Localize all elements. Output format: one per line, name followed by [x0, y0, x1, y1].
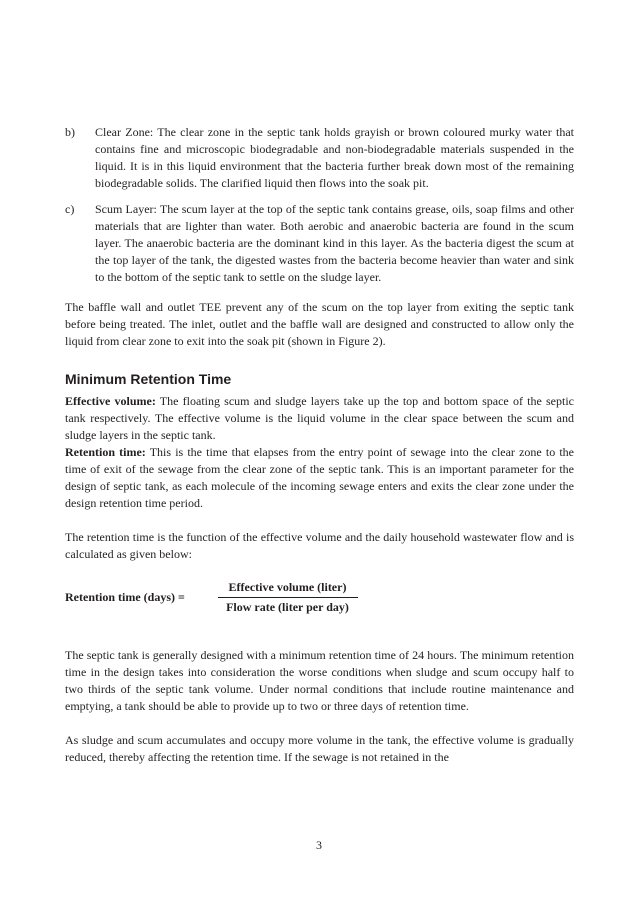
list-item-clear-zone — [65, 124, 574, 192]
effective-volume-lead: Effective volume: — [65, 394, 156, 408]
baffle-paragraph: The baffle wall and outlet TEE prevent any of the scum on the top layer from exiting the septic tank before being treated. The inlet, outlet and the baffle wall are designed and constructed to allow only the liquid from clear zone to exit into the soak pit (shown in Figure 2). — [65, 300, 574, 348]
formula-numerator: Effective volume (liter) — [218, 579, 358, 598]
retention-time-formula — [65, 579, 574, 616]
formula-label: Retention time (days) = — [65, 590, 185, 604]
list-marker: c) — [65, 202, 75, 216]
list-marker: b) — [65, 125, 75, 139]
list-item-text: Clear Zone: The clear zone in the septic tank holds grayish or brown coloured murky water that contains fine and microscopic biodegradable and non-biodegradable materials suspended in the liquid. It is in this liquid environment that the bacteria further break down most of the remaining biodegradable solids. The clarified liquid then flows into the soak pit. — [95, 125, 574, 190]
function-paragraph: The retention time is the function of the effective volume and the daily household wastewater flow and is calculated as given below: — [65, 530, 574, 561]
page-number: 3 — [316, 838, 322, 852]
formula-denominator: Flow rate (liter per day) — [226, 600, 349, 614]
final-paragraph: As sludge and scum accumulates and occupy more volume in the tank, the effective volume is gradually reduced, thereby affecting the retention time. If the sewage is not retained in the — [65, 733, 574, 764]
list-item-text: Scum Layer: The scum layer at the top of the septic tank contains grease, oils, soap films and other materials that are lighter than water. Both aerobic and anaerobic bacteria are found in the scum layer. The anaerobic bacteria are the dominant kind in this layer. As the bacteria digest the scum at the top layer of the tank, the digested wastes from the bacteria become heavier than water and sink to the bottom of the septic tank to settle on the sludge layer. — [95, 202, 574, 284]
design-paragraph: The septic tank is generally designed with a minimum retention time of 24 hours. The minimum retention time in the design takes into consideration the worse conditions when sludge and scum occupy half to two thirds of the septic tank volume. Under normal conditions that include routine maintenance and emptying, a tank should be able to provide up to two or three days of retention time. — [65, 648, 574, 713]
section-heading: Minimum Retention Time — [65, 371, 232, 387]
effective-volume-text: The floating scum and sludge layers take up the top and bottom space of the septic tank respectively. The effective volume is the liquid volume in the clear space between the scum and sludge layers in the septic tank. — [65, 394, 574, 442]
list-item-scum-layer — [65, 201, 574, 286]
retention-time-paragraph — [65, 444, 574, 512]
retention-time-lead: Retention time: — [65, 445, 146, 459]
retention-time-text: This is the time that elapses from the entry point of sewage into the clear zone to the time of exit of the sewage from the clear zone of the septic tank. This is an important parameter for the design of septic tank, as each molecule of the incoming sewage enters and exits the clear zone under the design retention time period. — [65, 445, 575, 510]
effective-volume-paragraph — [65, 393, 574, 444]
page-content — [65, 124, 574, 766]
formula-fraction — [215, 579, 360, 616]
